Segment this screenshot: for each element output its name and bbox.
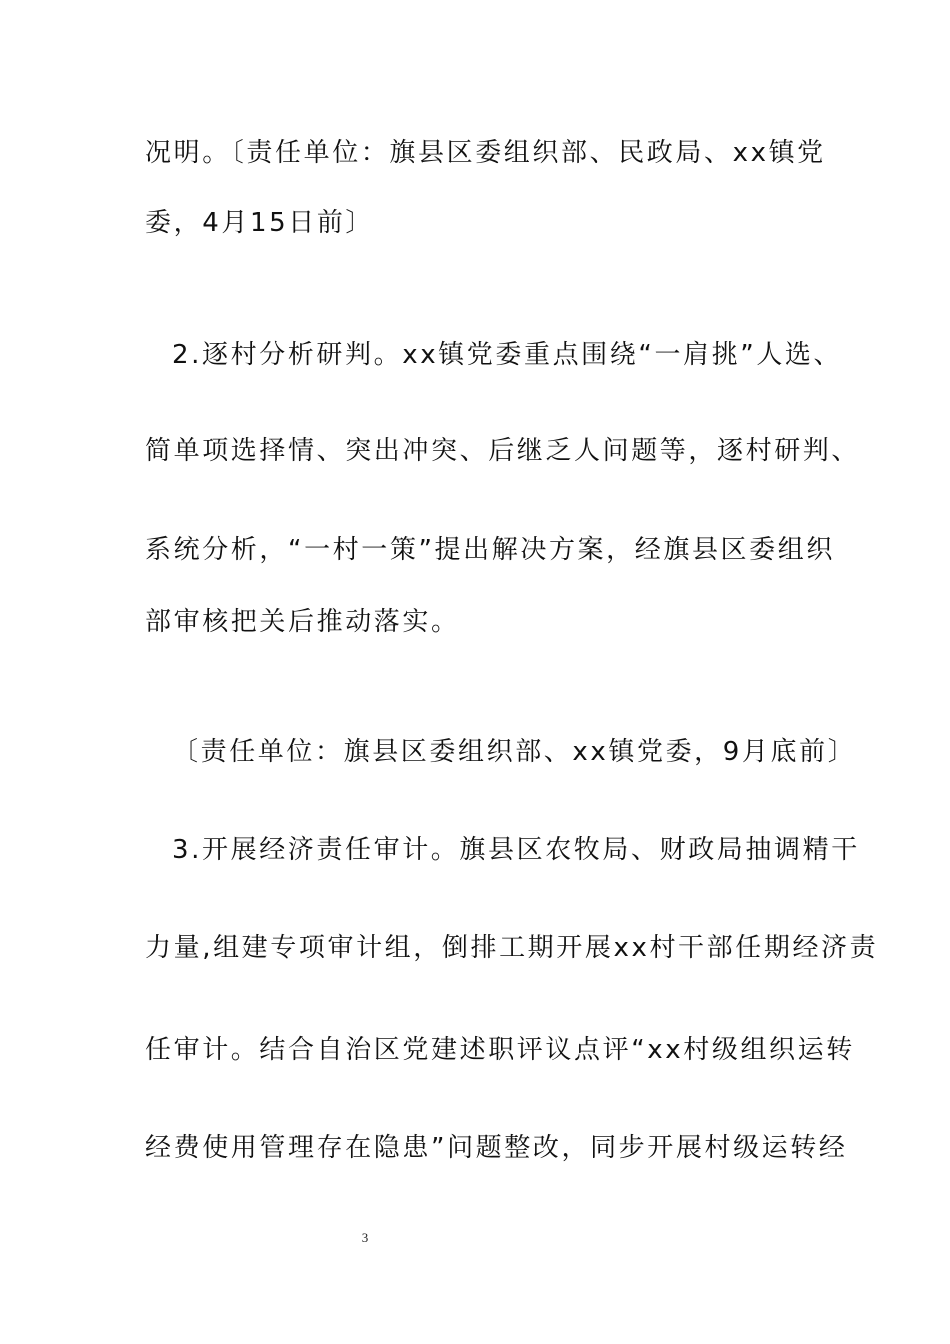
- text-line: 经费使用管理存在隐患”问题整改，同步开展村级运转经: [145, 1133, 848, 1163]
- text-line: 〔责任单位：旗县区委组织部、xx镇党委，9月底前〕: [172, 737, 857, 767]
- page-number: 3: [361, 1230, 369, 1245]
- text-line: 3.开展经济责任审计。旗县区农牧局、财政局抽调精干: [172, 835, 860, 865]
- text-line: 况明。〔责任单位：旗县区委组织部、民政局、xx镇党: [145, 138, 826, 168]
- text-line: 简单项选择情、突出冲突、后继乏人问题等，逐村研判、: [145, 436, 861, 466]
- text-line: 委，4月15日前〕: [145, 208, 375, 238]
- text-line: 任审计。结合自治区党建述职评议点评“xx村级组织运转: [145, 1035, 855, 1065]
- text-line: 部审核把关后推动落实。: [145, 607, 460, 637]
- text-line: 力量,组建专项审计组，倒排工期开展xx村干部任期经济责: [145, 933, 879, 963]
- text-line: 系统分析，“一村一策”提出解决方案，经旗县区委组织: [145, 535, 835, 565]
- text-line: 2.逐村分析研判。xx镇党委重点围绕“一肩挑”人选、: [172, 340, 843, 370]
